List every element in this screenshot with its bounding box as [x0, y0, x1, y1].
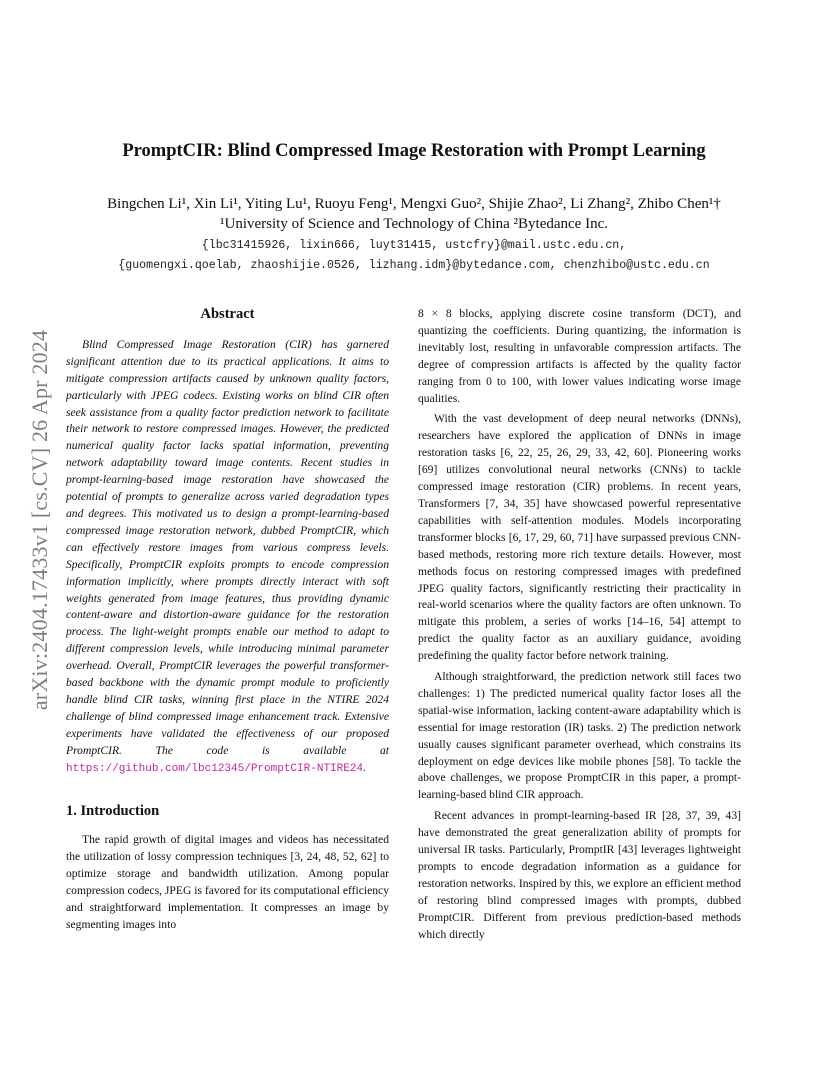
right-paragraph-4: Recent advances in prompt-learning-based IR [28, 37, 39, 43] have demonstrated the great generalization ability of prompts for universal IR tasks. Particularly, PromptIR [43] leverages lightweight prompts to encode degradation information as a guidance for restoration networks. Inspired by this, we explore an efficient method of restoring blind compressed images with prompts, dubbed PromptCIR. Different from previous prediction-based methods which directly: [418, 809, 741, 941]
left-column: [66, 306, 389, 934]
section-heading-introduction: 1. Introduction: [66, 803, 160, 820]
abstract-end: .: [363, 760, 366, 774]
authors-line: Bingchen Li¹, Xin Li¹, Yiting Lu¹, Ruoyu Feng¹, Mengxi Guo², Shijie Zhao², Li Zhang², Zhibo Chen¹†: [107, 196, 721, 212]
right-paragraph-1: 8 × 8 blocks, applying discrete cosine transform (DCT), and quantizing the coefficients. During quantizing, the information is inevitably lost, resulting in unfavorable compression artifacts. The degree of compression artifacts is affected by the quality factor ranging from 0 to 100, with lower values indicating worse image qualities.: [418, 307, 741, 405]
right-paragraph-2: With the vast development of deep neural networks (DNNs), researchers have explored the application of DNNs in image restoration tasks [6, 22, 25, 26, 29, 33, 42, 60]. Pioneering works [69] utilizes convolutional neural networks (CNNs) to tackle compressed image restoration (CIR) problems. In recent years, Transformers [7, 34, 35] have showcased powerful representative capabilities with self-attention modules. Models incorporating transformer blocks [6, 17, 29, 60, 71] have surpassed previous CNN-based methods, restoring more rich texture details. However, most methods focus on restoring compressed images with predefined JPEG quality factors, significantly restricting their practicality in real-world scenarios where the quality factors are often unknown. To mitigate this problem, a series of works [14–16, 54] attempt to predict the quality factor as an auxiliary guidance, avoiding predefining the quality factor before network training.: [418, 412, 741, 663]
author-block: [0, 194, 828, 234]
email-line-1: {lbc31415926, lixin666, luyt31415, ustcfry}@mail.ustc.edu.cn,: [201, 239, 627, 252]
arxiv-watermark: [24, 285, 56, 755]
arxiv-id: arXiv:2404.17433v1 [cs.CV] 26 Apr 2024: [27, 329, 52, 711]
affiliations-line: ¹University of Science and Technology of China ²Bytedance Inc.: [220, 216, 608, 232]
abstract-heading: Abstract: [200, 306, 255, 322]
email-line-2: {guomengxi.qoelab, zhaoshijie.0526, lizhang.idm}@bytedance.com, chenzhibo@ustc.edu.cn: [118, 259, 710, 272]
right-column: [418, 306, 741, 944]
right-paragraph-3: Although straightforward, the prediction network still faces two challenges: 1) The predicted numerical quality factor loses all the spatial-wise information, lacking content-aware adaptability which is essential for image restoration (IR) tasks. 2) The prediction network usually causes significant parameter overhead, which constrains its deployment on edge devices like mobile phones [58]. To tackle the above challenges, we propose PromptCIR in this paper, a prompt-learning-based blind CIR approach.: [418, 670, 741, 802]
abstract-body: Blind Compressed Image Restoration (CIR) has garnered significant attention due to its practical applications. It aims to mitigate compression artifacts caused by unknown quality factors, particularly with JPEG codecs. Existing works on blind CIR often seek assistance from a quality factor prediction network to facilitate their network to restore compressed images. However, the predicted numerical quality factor lacks spatial information, preventing network adaptability toward image contents. Recent studies in prompt-learning-based image restoration have showcased the potential of prompts to generalize across varied degradation types and degrees. This motivated us to design a prompt-learning-based compressed image restoration network, dubbed PromptCIR, which can effectively restore images from various compress levels. Specifically, PromptCIR exploits prompts to encode compression information implicitly, where prompts directly interact with soft weights generated from image features, thus providing dynamic content-aware and distortion-aware guidance for the restoration process. The light-weight prompts enable our method to adapt to different compression levels, while introducing minimal parameter overhead. Overall, PromptCIR leverages the powerful transformer-based backbone with the dynamic prompt module to proficiently handle blind CIR tasks, winning first place in the NTIRE 2024 challenge of blind compressed image enhancement track. Extensive experiments have validated the effectiveness of our proposed PromptCIR. The code is available at: [66, 337, 389, 757]
intro-paragraph-1: The rapid growth of digital images and videos has necessitated the utilization of lossy compression techniques [3, 24, 48, 52, 62] to optimize storage and bandwidth utilization. Among popular compression codecs, JPEG is favored for its computational efficiency and straightforward implementation. It compresses an image by segmenting images into: [66, 833, 389, 931]
code-link[interactable]: https://github.com/lbc12345/PromptCIR-NTIRE24: [66, 762, 364, 775]
paper-title: PromptCIR: Blind Compressed Image Restoration with Prompt Learning: [122, 141, 706, 161]
abstract-text: [66, 337, 389, 778]
email-block: [0, 236, 828, 276]
